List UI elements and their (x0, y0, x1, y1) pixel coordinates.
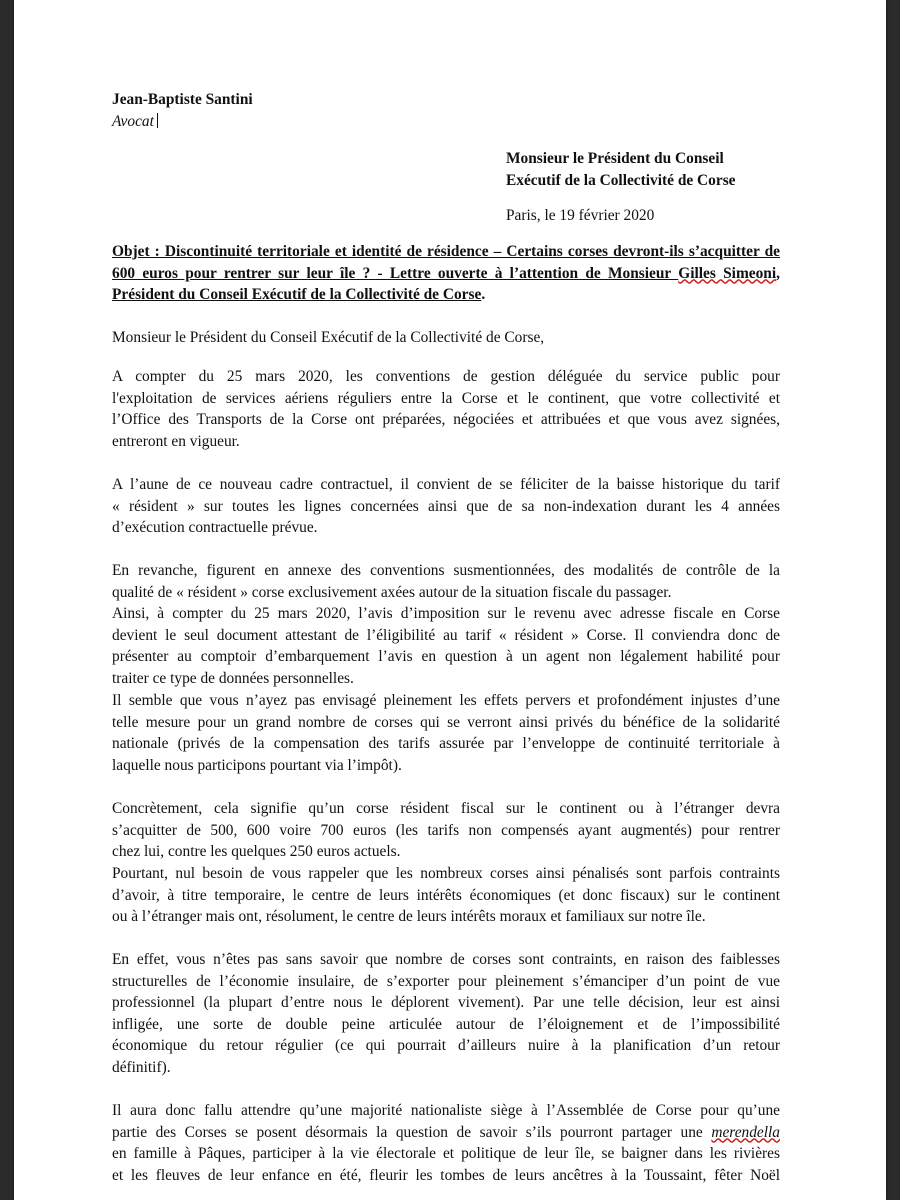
paragraph-3-line-1: En revanche, figurent en annexe des conventions susmentionnées, des modalités de contrôle de la (112, 562, 780, 579)
paragraph-3b (112, 603, 780, 689)
object-suffix: , Président du Conseil Exécutif de la Collectivité de Corse (112, 264, 780, 303)
paragraph-4-line-4: laquelle nous participons pourtant via l’impôt). (112, 756, 402, 774)
sender-role-text: Avocat (112, 112, 154, 130)
paragraph-5-line-1: Concrètement, cela signifie qu’un corse résident fiscal sur le continent ou à l’étranger devra (112, 800, 780, 817)
text-cursor (157, 113, 158, 128)
paragraph-2-line-2: « résident » sur toutes les lignes concernées ainsi que de sa non-indexation durant les 4 années (112, 497, 780, 515)
paragraph-6-line-2: d’avoir, à titre temporaire, le centre de leurs intérêts économiques (et donc fiscaux) sur le continent (112, 886, 780, 904)
paragraph-2 (112, 474, 780, 539)
paragraph-5 (112, 798, 780, 863)
paragraph-1-line-2: l'exploitation de services aériens réguliers entre la Corse et le continent, que votre collectivité et (112, 389, 780, 407)
paragraph-4-line-2: telle mesure pour un grand nombre de corses qui se verront ainsi privés du bénéfice de la solidarité (112, 713, 780, 731)
paragraph-3-line-2: qualité de « résident » corse exclusivement axées autour de la situation fiscale du passager. (112, 583, 672, 601)
paragraph-7-line-3: professionnel (la plupart d’entre nous le déplorent vivement). Par une telle décision, leur est ainsi (112, 994, 780, 1011)
paragraph-7-line-5: économique du retour régulier (ce qui pourrait d’ailleurs nuire à la planification d’un retour (112, 1037, 780, 1054)
paragraph-2-line-3: d’exécution contractuelle prévue. (112, 519, 318, 536)
paragraph-1-line-4: entreront en vigueur. (112, 432, 240, 450)
letter-page (14, 0, 886, 1200)
object-text: Objet : Discontinuité territoriale et identité de résidence – Certains corses devront-ils s’acquitter de 600 euros pour rentrer sur leur île ? - Lettre ouverte à l’attention de Monsieur (112, 243, 780, 282)
paragraph-3 (112, 560, 780, 603)
recipient-line-1: Monsieur le Président du Conseil (506, 150, 724, 167)
paragraph-6 (112, 863, 780, 928)
paragraph-3b-line-2: devient le seul document attestant de l’éligibilité au tarif « résident » Corse. Il conviendra donc de (112, 626, 780, 644)
letter-object (112, 241, 780, 306)
paragraph-7-line-1: En effet, vous n’êtes pas sans savoir que nombre de corses sont contraints, en raison des faiblesses (112, 951, 780, 968)
paragraph-3b-line-4: traiter ce type de données personnelles. (112, 669, 354, 687)
paragraph-5-line-2: s’acquitter de 500, 600 voire 700 euros (les tarifs non compensés ayant augmentés) pour rentrer (112, 821, 780, 839)
paragraph-4-line-1: Il semble que vous n’ayez pas envisagé pleinement les effets pervers et profondément injustes d’une (112, 692, 780, 709)
paragraph-2-line-1: A l’aune de ce nouveau cadre contractuel, il convient de se féliciter de la baisse historique du tarif (112, 476, 780, 493)
paragraph-7-line-2: structurelles de l’économie insulaire, de s’exporter pour pleinement s’émanciper d’un point de vue (112, 972, 780, 990)
paragraph-3b-line-1: Ainsi, à compter du 25 mars 2020, l’avis d’imposition sur le revenu avec adresse fiscale en Corse (112, 605, 780, 622)
sender-name: Jean-Baptiste Santini (112, 91, 253, 108)
merendella-word: merendella (711, 1123, 780, 1141)
recipient-block (506, 148, 736, 191)
paragraph-8-line-1: Il aura donc fallu attendre qu’une majorité nationaliste siège à l’Assemblée de Corse pour qu’une (112, 1102, 780, 1119)
paragraph-3b-line-3: présenter au comptoir d’embarquement l’avis en question à un agent non légalement habilité pour (112, 648, 780, 665)
recipient-line-2: Exécutif de la Collectivité de Corse (506, 171, 736, 189)
paragraph-1-line-3: l’Office des Transports de la Corse ont préparées, négociées et attribuées et que vous avez signées, (112, 411, 780, 428)
salutation: Monsieur le Président du Conseil Exécutif de la Collectivité de Corse, (112, 329, 545, 346)
paragraph-7-line-4: infligée, une sorte de double peine articulée autour de l’éloignement et de l’impossibilité (112, 1015, 780, 1033)
paragraph-6-line-1: Pourtant, nul besoin de vous rappeler que les nombreux corses ainsi pénalisés sont parfois contraints (112, 865, 780, 882)
object-end: . (481, 286, 486, 303)
paragraph-8-line-2-text: partie des Corses se posent désormais la question de savoir s’ils pourront partager une (112, 1123, 712, 1141)
paragraph-7-line-6: définitif). (112, 1058, 171, 1076)
paragraph-8-line-2 (112, 1122, 780, 1144)
paragraph-7 (112, 949, 780, 1078)
paragraph-8-line-3: en famille à Pâques, participer à la vie électorale et politique de leur île, se baigner dans les rivières (112, 1145, 780, 1162)
object-name: Gilles Simeoni (678, 264, 777, 282)
paragraph-4 (112, 690, 780, 776)
paragraph-5-line-3: chez lui, contre les quelques 250 euros actuels. (112, 843, 401, 860)
paragraph-1-line-1: A compter du 25 mars 2020, les conventions de gestion déléguée du service public pour (112, 368, 780, 385)
paragraph-8 (112, 1100, 780, 1186)
paragraph-1 (112, 366, 780, 452)
paragraph-8-line-4: et les fleuves de leur enfance en été, fleurir les tombes de leurs ancêtres à la Toussaint, fêter Noël (112, 1166, 780, 1184)
sender-block (112, 89, 253, 132)
letter-date: Paris, le 19 février 2020 (506, 207, 655, 224)
paragraph-6-line-3: ou à l’étranger mais ont, résolument, le centre de leurs intérêts moraux et familiaux sur notre île. (112, 908, 706, 925)
paragraph-4-line-3: nationale (privés de la compensation des tarifs assurée par l’enveloppe de continuité territoriale à (112, 735, 780, 752)
sender-role (112, 111, 253, 133)
